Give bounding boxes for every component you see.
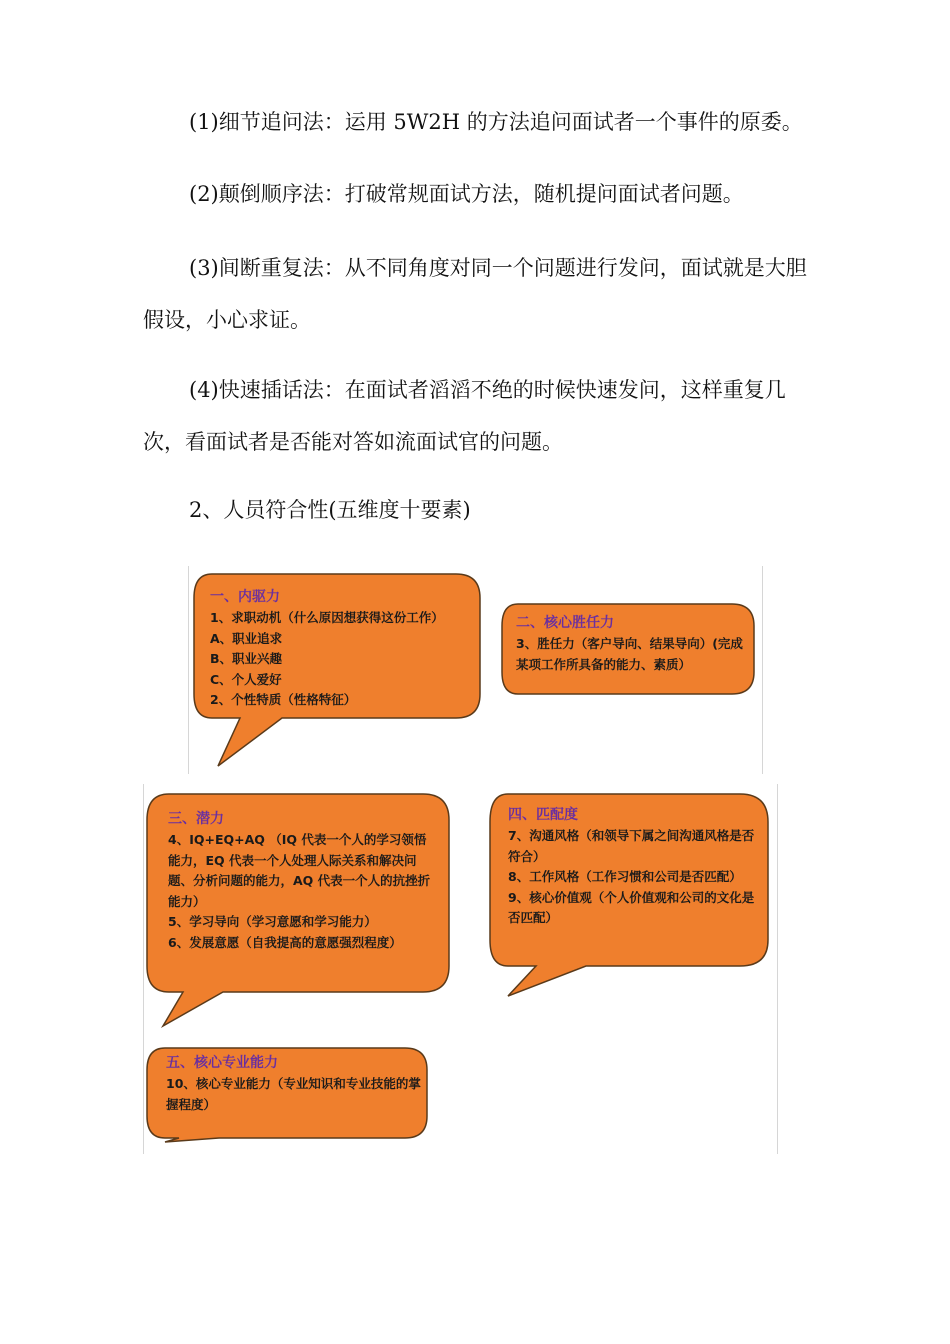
paragraph-2-text: (2)颠倒顺序法：打破常规面试方法，随机提问面试者问题。	[189, 182, 744, 206]
bubble-4-line-3: 9、核心价值观（个人价值观和公司的文化是否匹配）	[508, 889, 755, 925]
bubble-1-title: 一、内驱力	[210, 589, 280, 605]
bubble-4-text	[508, 804, 758, 929]
bubble-4-line-2: 8、工作风格（工作习惯和公司是否匹配）	[508, 869, 742, 884]
bubble-2-text	[516, 612, 744, 675]
paragraph-4	[143, 364, 813, 468]
section-heading-text: 2、人员符合性(五维度十要素)	[189, 498, 471, 522]
paragraph-4-text: (4)快速插话法：在面试者滔滔不绝的时候快速发问，这样重复几次，看面试者是否能对答如流面试官的问题。	[143, 378, 786, 454]
bubble-2-line-1: 3、胜任力（客户导向、结果导向）(完成某项工作所具备的能力、素质）	[516, 636, 743, 672]
bubble-3-line-2: 5、学习导向（学习意愿和学习能力）	[168, 914, 377, 929]
bubble-4-line-1: 7、沟通风格（和领导下属之间沟通风格是否符合）	[508, 828, 755, 864]
bubble-3-title: 三、潜力	[168, 811, 224, 827]
bubble-1-line-4: C、个人爱好	[210, 671, 282, 687]
paragraph-3-text: (3)间断重复法：从不同角度对同一个问题进行发问，面试就是大胆假设，小心求证。	[143, 256, 807, 332]
bubble-5-line-1: 10、核心专业能力（专业知识和专业技能的掌握程度）	[166, 1076, 421, 1112]
bubble-1-text	[210, 586, 480, 711]
bubble-1-line-5: 2、个性特质（性格特征）	[210, 692, 357, 707]
bubble-5-text	[166, 1052, 426, 1115]
paragraph-1-text: (1)细节追问法：运用 5W2H 的方法追问面试者一个事件的原委。	[189, 110, 803, 134]
bubble-5-title: 五、核心专业能力	[166, 1055, 278, 1071]
paragraph-3	[143, 242, 813, 346]
bubble-4-title: 四、匹配度	[508, 807, 578, 823]
bubble-3-text	[168, 808, 438, 953]
bubble-1-line-1: 1、求职动机（什么原因想获得这份工作）	[210, 610, 444, 625]
bubble-1-line-3: B、职业兴趣	[210, 651, 283, 666]
paragraph-2	[143, 168, 813, 220]
bubble-2-title: 二、核心胜任力	[516, 615, 614, 631]
bubble-3-line-3: 6、发展意愿（自我提高的意愿强烈程度）	[168, 934, 402, 950]
paragraph-1	[143, 96, 813, 148]
bubble-3-line-1: 4、IQ+EQ+AQ （IQ 代表一个人的学习领悟能力，EQ 代表一个人处理人际关系和解决问题、分析问题的能力，AQ 代表一个人的抗挫折能力）	[168, 832, 431, 909]
bubble-1-line-2: A、职业追求	[210, 630, 283, 646]
section-heading	[143, 484, 813, 536]
